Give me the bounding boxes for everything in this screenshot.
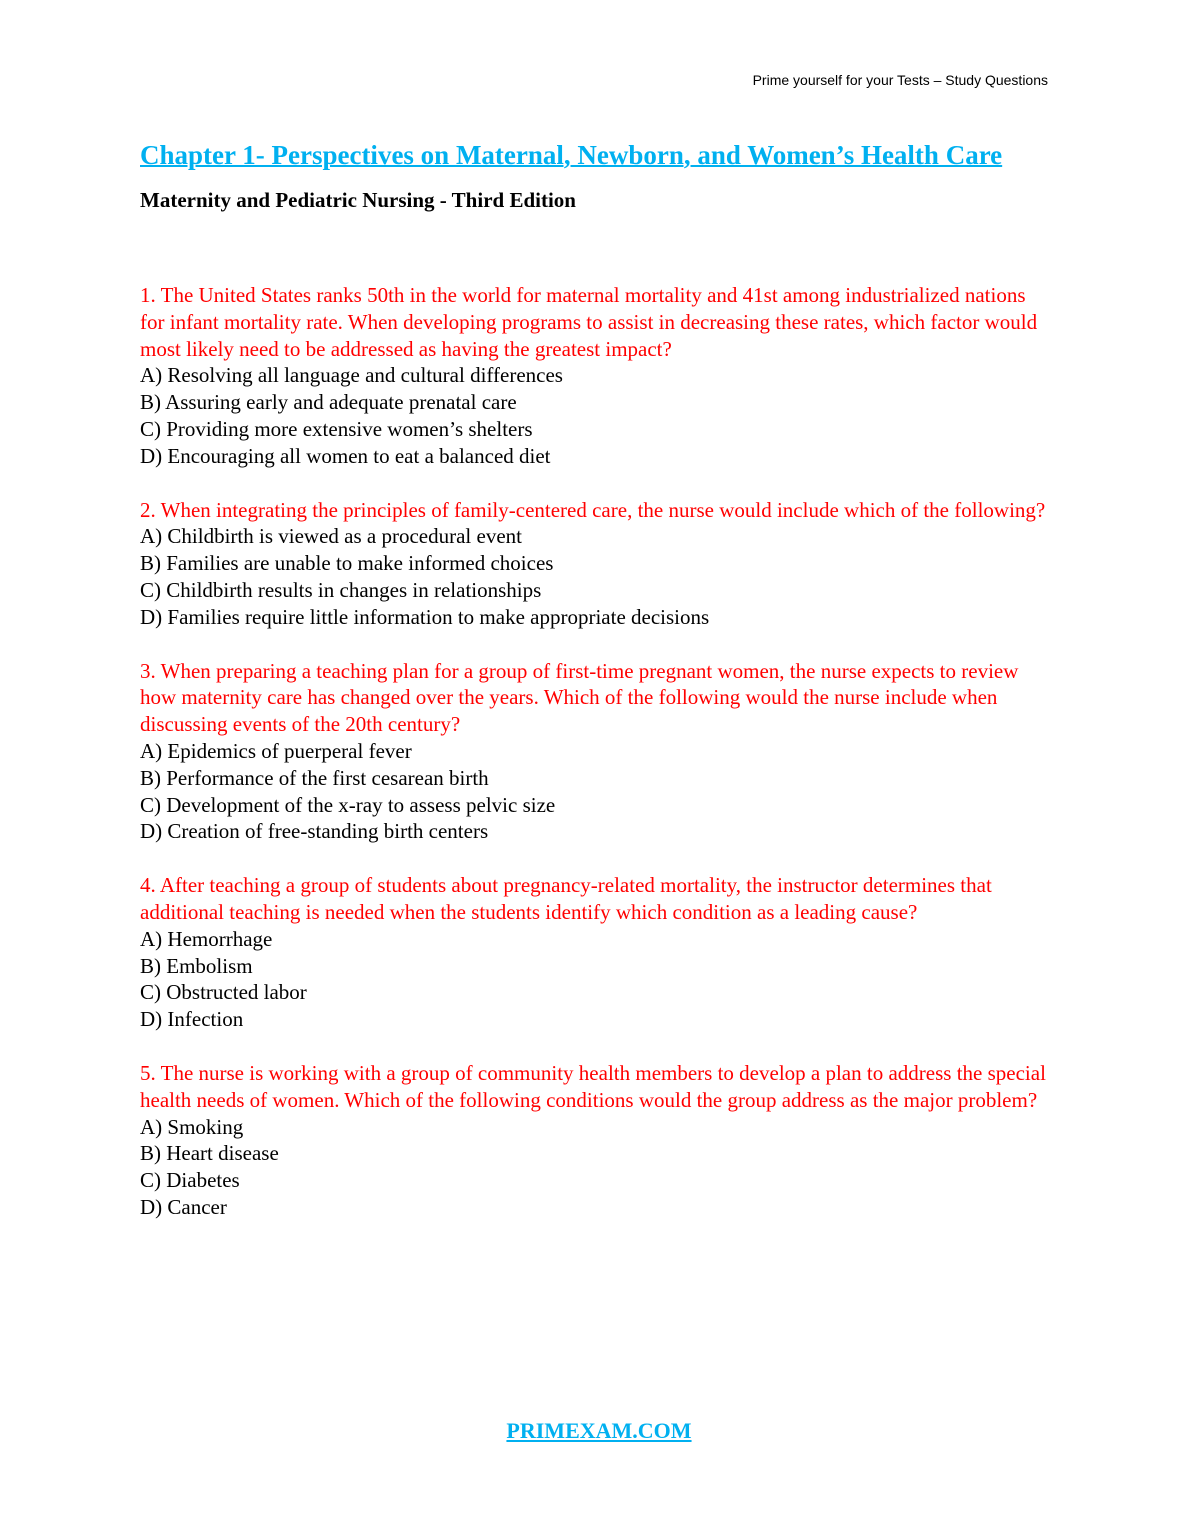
book-subtitle: Maternity and Pediatric Nursing - Third Edition xyxy=(140,188,576,212)
answer-option-d: D) Encouraging all women to eat a balanced diet xyxy=(140,443,551,468)
chapter-title[interactable]: Chapter 1- Perspectives on Maternal, Newborn, and Women’s Health Care xyxy=(140,140,1003,170)
question-stem: 1. The United States ranks 50th in the world for maternal mortality and 41st among industrialized nations for infant mortality rate. When developing programs to assist in decreasing these rates, which factor would most likely need to be addressed as having the greatest impact? xyxy=(140,283,1038,361)
answer-option-c: C) Diabetes xyxy=(140,1168,240,1193)
question-stem: 5. The nurse is working with a group of community health members to develop a plan to address the special health needs of women. Which of the following conditions would the group address as the major problem? xyxy=(140,1060,1046,1112)
answer-option-d: D) Creation of free-standing birth centers xyxy=(140,819,489,844)
answer-option-c: C) Providing more extensive women’s shelters xyxy=(140,416,533,441)
answer-option-d: D) Families require little information to make appropriate decisions xyxy=(140,604,710,629)
question-stem: 3. When preparing a teaching plan for a group of first-time pregnant women, the nurse expects to review how maternity care has changed over the years. Which of the following would the nurse include when discussing events of the 20th century? xyxy=(140,658,1019,737)
answer-option-b: B) Assuring early and adequate prenatal care xyxy=(140,390,517,415)
answer-option-c: C) Childbirth results in changes in relationships xyxy=(140,577,542,602)
question-3 xyxy=(140,658,1052,846)
answer-option-c: C) Obstructed labor xyxy=(140,980,307,1005)
answer-option-c: C) Development of the x-ray to assess pelvic size xyxy=(140,792,556,817)
answer-option-b: B) Performance of the first cesarean birth xyxy=(140,765,489,790)
answer-option-a: A) Smoking xyxy=(140,1114,244,1139)
answer-option-a: A) Childbirth is viewed as a procedural event xyxy=(140,524,522,549)
answer-option-b: B) Embolism xyxy=(140,953,253,978)
answer-option-b: B) Families are unable to make informed choices xyxy=(140,551,554,576)
question-stem: 4. After teaching a group of students about pregnancy-related mortality, the instructor determines that additional teaching is needed when the students identify which condition as a leading cause? xyxy=(140,873,992,924)
answer-option-d: D) Infection xyxy=(140,1007,244,1032)
question-list xyxy=(140,282,1052,1248)
question-4 xyxy=(140,872,1052,1033)
question-1 xyxy=(140,282,1052,470)
answer-option-b: B) Heart disease xyxy=(140,1141,279,1166)
answer-option-a: A) Epidemics of puerperal fever xyxy=(140,738,412,763)
answer-option-d: D) Cancer xyxy=(140,1194,227,1219)
footer-site-link[interactable]: PRIMEXAM.COM xyxy=(506,1418,692,1443)
answer-option-a: A) Hemorrhage xyxy=(140,926,273,951)
question-stem: 2. When integrating the principles of family-centered care, the nurse would include which of the following? xyxy=(140,497,1046,522)
answer-option-a: A) Resolving all language and cultural differences xyxy=(140,363,563,388)
question-2 xyxy=(140,497,1052,631)
page-header: Prime yourself for your Tests – Study Questions xyxy=(752,72,1048,88)
question-5 xyxy=(140,1060,1052,1221)
